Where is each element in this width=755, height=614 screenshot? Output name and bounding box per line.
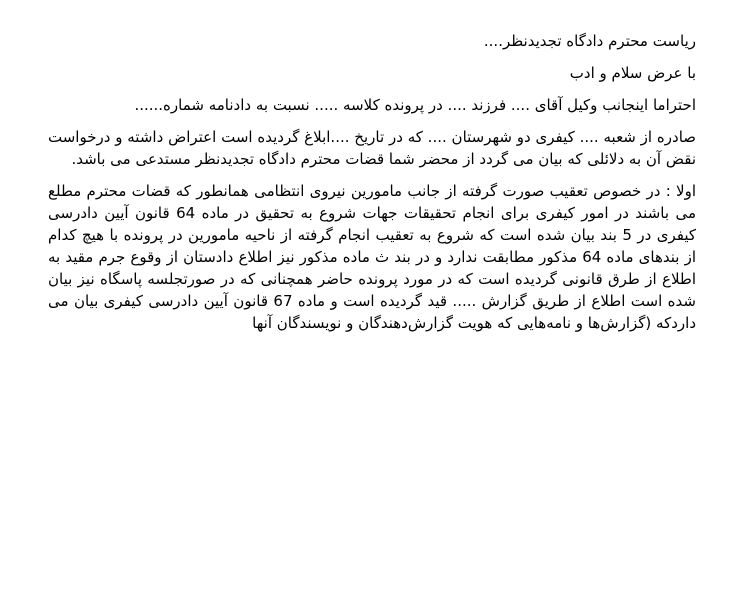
intro-paragraph: احتراما اینجانب وکیل آقای .... فرزند .... در پرونده کلاسه ..... نسبت به دادنامه شماره...... [134, 96, 696, 114]
argument-paragraph: اولا : در خصوص تعقیب صورت گرفته از جانب مامورین نیروی انتظامی همانطور که قضات محترم مطلع می باشند در امور کیفری برای انجام تحقیقات جهات شروع به تحقیق در ماده 64 قانون آیین دادرسی کیفری در 5 بند بیان شده است که شروع به تعقیب انجام گرفته از ناحیه مامورین در پرونده با هیچ کدام از بندهای ماده 64 مذکور مطابقت ندارد و در بند ث ماده مذکور نیز اطلاع دادستان از وقوع جرم مقید به اطلاع از طرق قانونی گردیده است که در مورد پرونده حاضر همچنانی که در صورتجلسه پاسگاه نیز بیان شده است اطلاع از طریق گزارش ..... قید گردیده است و ماده 67 قانون آیین دادرسی کیفری بیان می داردکه (گزارش‌ها و نامه‌هایی که هویت گزارش‌دهندگان و نویسندگان آنها [48, 182, 696, 332]
request-paragraph: صادره از شعبه .... کیفری دو شهرستان .... که در تاریخ ....ابلاغ گردیده است اعتراض داشته و درخواست نقض آن به دلائلی که بیان می گردد از محضر شما قضات محترم دادگاه تجدیدنظر مستدعی می باشد. [48, 128, 696, 168]
greeting-line: با عرض سلام و ادب [569, 64, 696, 82]
letter-heading: ریاست محترم دادگاه تجدیدنظر.... [483, 32, 696, 50]
letter-body [48, 30, 696, 344]
